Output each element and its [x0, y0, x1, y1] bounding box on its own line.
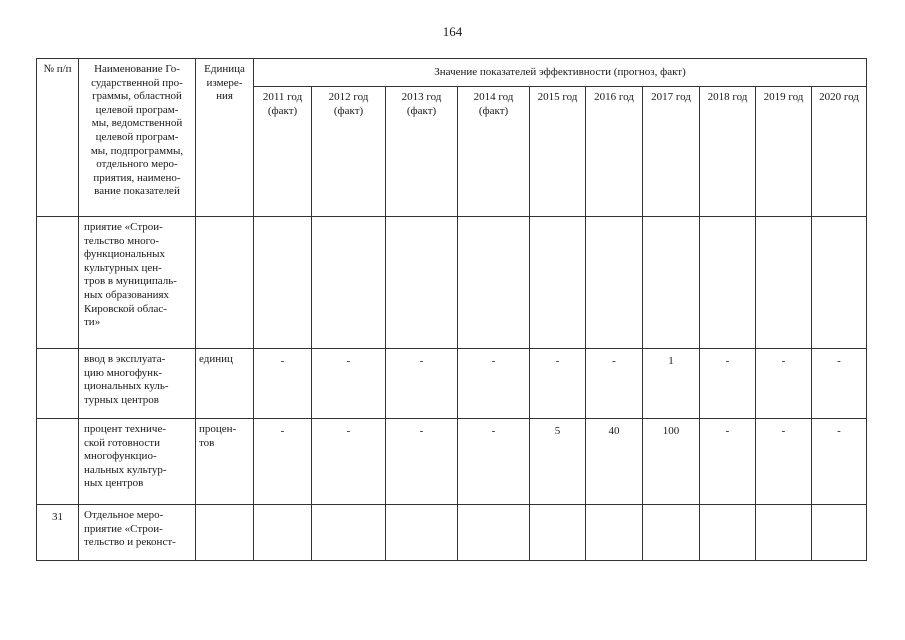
- value-cell: 100: [643, 419, 700, 505]
- header-name-line: целевой програм-: [95, 103, 179, 116]
- row-name-line: функциональных: [84, 248, 166, 261]
- row-name-line: нальных культур-: [84, 463, 167, 476]
- value-cell: [756, 217, 812, 349]
- row-name-line: Кировской облас-: [84, 302, 167, 315]
- row-name-line: ных центров: [84, 477, 144, 490]
- header-name-line: сударственной про-: [91, 76, 183, 89]
- header-group-text: Значение показателей эффективности (прогноз, факт): [434, 65, 686, 78]
- header-name-lines: [82, 63, 192, 199]
- header-group: [254, 59, 867, 87]
- year-label: 2016 год: [594, 91, 634, 103]
- page-number: 164: [442, 24, 463, 39]
- value-cell: -: [530, 349, 586, 419]
- value-cell: [458, 217, 530, 349]
- year-header: [812, 87, 867, 217]
- value-cell: -: [812, 419, 867, 505]
- value-cell: 5: [530, 419, 586, 505]
- year-header: [700, 87, 756, 217]
- row-name-line: тельство и реконст-: [84, 536, 176, 549]
- value-cell: [386, 505, 458, 561]
- row-unit: [196, 349, 254, 419]
- year-header: [643, 87, 700, 217]
- value-cell: [700, 217, 756, 349]
- row-name: [79, 419, 196, 505]
- value-cell: [812, 217, 867, 349]
- value-cell: -: [756, 419, 812, 505]
- year-label: 2013 год: [401, 91, 442, 103]
- value-cell: -: [312, 419, 386, 505]
- row-name-line: приятие «Строи-: [84, 221, 163, 233]
- row-name: [79, 217, 196, 349]
- header-name-line: отдельного меро-: [96, 158, 178, 171]
- row-name: [79, 505, 196, 561]
- table-row: [37, 505, 867, 561]
- value-cell: [530, 505, 586, 561]
- year-label: 2012 год: [328, 91, 369, 103]
- year-header: [386, 87, 458, 217]
- header-unit: [196, 59, 254, 217]
- value-cell: -: [812, 349, 867, 419]
- value-cell: [386, 217, 458, 349]
- row-name-line: многофункцио-: [84, 450, 157, 463]
- value-cell: [756, 505, 812, 561]
- value-cell: -: [458, 349, 530, 419]
- header-name-line: Наименование Го-: [94, 63, 180, 75]
- value-cell: -: [254, 419, 312, 505]
- year-header: [586, 87, 643, 217]
- year-label: 2017 год: [651, 91, 691, 103]
- row-num: [37, 217, 79, 349]
- value-cell: 40: [586, 419, 643, 505]
- row-unit-line: единиц: [199, 353, 233, 365]
- table-row: [37, 217, 867, 349]
- header-name-line: граммы, областной: [92, 90, 182, 103]
- header-unit-line: Единица: [204, 63, 245, 75]
- header-name: [79, 59, 196, 217]
- header-name-line: приятия, наимено-: [93, 171, 181, 184]
- row-num: 31: [37, 505, 79, 561]
- row-name-line: ской готовности: [84, 436, 160, 449]
- value-cell: [458, 505, 530, 561]
- year-header: [312, 87, 386, 217]
- year-sub: (факт): [406, 104, 437, 117]
- header-unit-lines: [196, 63, 253, 104]
- row-unit: [196, 505, 254, 561]
- row-num: [37, 349, 79, 419]
- year-sub: (факт): [333, 104, 364, 117]
- row-num: [37, 419, 79, 505]
- row-name-line: культурных цен-: [84, 261, 162, 274]
- value-cell: -: [254, 349, 312, 419]
- value-cell: -: [586, 349, 643, 419]
- row-name-line: цию многофунк-: [84, 366, 163, 379]
- value-cell: [312, 217, 386, 349]
- row-name-line: тров в муниципаль-: [84, 275, 177, 288]
- value-cell: [643, 217, 700, 349]
- indicators-table: [36, 58, 867, 561]
- value-cell: -: [700, 419, 756, 505]
- row-name-line: приятие «Строи-: [84, 522, 163, 535]
- value-cell: [530, 217, 586, 349]
- row-name-line: ти»: [84, 316, 101, 329]
- year-label: 2018 год: [707, 91, 748, 103]
- header-num-text: № п/п: [43, 63, 72, 75]
- row-unit-line: процен-: [199, 423, 237, 435]
- year-sub: (факт): [267, 104, 298, 117]
- row-unit-line: тов: [199, 436, 215, 449]
- row-name-line: тельство много-: [84, 234, 160, 247]
- value-cell: -: [458, 419, 530, 505]
- row-name-line: Отдельное меро-: [84, 509, 164, 521]
- header-name-line: вание показателей: [94, 185, 180, 198]
- value-cell: [254, 217, 312, 349]
- year-label: 2020 год: [819, 91, 859, 103]
- value-cell: -: [700, 349, 756, 419]
- row-name-line: ных образованиях: [84, 288, 170, 301]
- header-unit-line: ния: [216, 90, 233, 103]
- row-name-line: ввод в эксплуата-: [84, 353, 166, 365]
- row-name: [79, 349, 196, 419]
- row-name-line: циональных куль-: [84, 380, 169, 393]
- year-header: [530, 87, 586, 217]
- row-unit: [196, 217, 254, 349]
- year-header: [458, 87, 530, 217]
- year-label: 2011 год: [262, 91, 303, 103]
- value-cell: -: [756, 349, 812, 419]
- year-sub: (факт): [478, 104, 509, 117]
- value-cell: [643, 505, 700, 561]
- header-name-line: мы, подпрограммы,: [90, 144, 184, 157]
- value-cell: [586, 217, 643, 349]
- year-header: [756, 87, 812, 217]
- value-cell: [586, 505, 643, 561]
- year-label: 2019 год: [763, 91, 804, 103]
- header-num: [37, 59, 79, 217]
- value-cell: [312, 505, 386, 561]
- year-header: [254, 87, 312, 217]
- table-row: [37, 419, 867, 505]
- value-cell: -: [386, 349, 458, 419]
- value-cell: [700, 505, 756, 561]
- year-label: 2015 год: [537, 91, 578, 103]
- value-cell: [254, 505, 312, 561]
- value-cell: 1: [643, 349, 700, 419]
- year-label: 2014 год: [473, 91, 514, 103]
- value-cell: -: [312, 349, 386, 419]
- row-name-line: турных центров: [84, 393, 159, 406]
- table-body: [37, 217, 867, 561]
- table-row: [37, 349, 867, 419]
- value-cell: -: [386, 419, 458, 505]
- value-cell: [812, 505, 867, 561]
- header-name-line: целевой програм-: [95, 130, 179, 143]
- header-unit-line: измере-: [206, 76, 243, 89]
- row-unit: [196, 419, 254, 505]
- header-name-line: мы, ведомственной: [91, 117, 183, 130]
- row-name-line: процент техниче-: [84, 423, 166, 435]
